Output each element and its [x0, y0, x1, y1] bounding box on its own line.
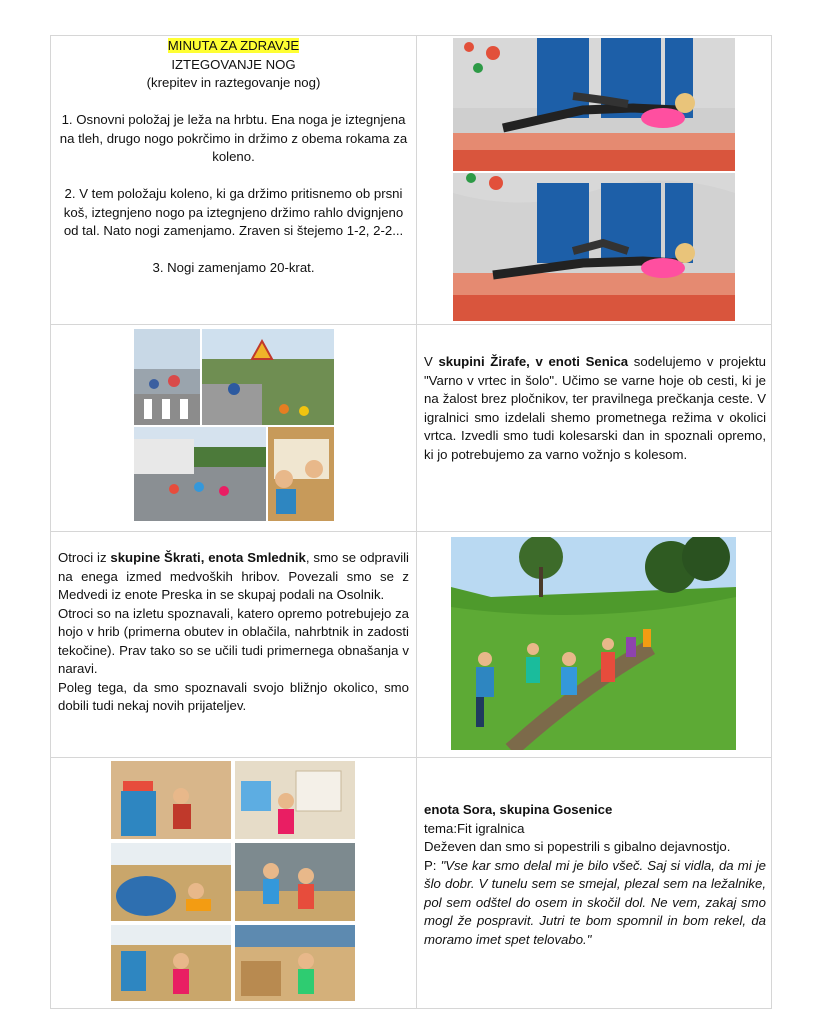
gosenice-quote: "Vse kar smo delal mi je bilo všeč. Saj si vidla, da mi je šlo dobr. V tunelu sem se smejal, plezal sem na ležalnike, pol sem odštel do osem in skočil dol. Ne vem, zakaj smo mogl že pospravit. Jutri te bom spomnil in bom rekel, da moramo imet spet telovabo." [424, 857, 766, 947]
traffic-collage-image [134, 329, 334, 521]
row-divider-1 [51, 324, 771, 325]
exercise-subtitle: IZTEGOVANJE NOG [171, 56, 296, 72]
row-divider-3 [51, 757, 771, 758]
skrati-paragraph-3: Poleg tega, da smo spoznavali svojo bližnjo okolico, smo dobili tudi nekaj novih prijateljev. [58, 679, 409, 713]
hiking-photo [451, 537, 736, 750]
gosenice-theme: tema:Fit igralnica [424, 820, 525, 836]
skrati-paragraph-1 [58, 549, 409, 605]
exercise-step-1: 1. Osnovni položaj je leža na hrbtu. Ena noga je iztegnjena na tleh, drugo nogo pokrčimo in držimo z obema rokama za koleno. [59, 112, 408, 164]
exercise-photo-1-image [453, 38, 735, 171]
hiking-photo-image [451, 537, 736, 750]
skrati-paragraph-body: , smo se odpravili na enega izmed medvoških hribov. Povezali smo se z Medvedi iz enote Preska in se skupaj podali na Osolnik. [58, 550, 409, 602]
zirafe-text [424, 353, 766, 464]
row-divider-2 [51, 531, 771, 532]
zirafe-paragraph-lead: V [424, 354, 439, 369]
skrati-text [58, 549, 409, 716]
exercise-photo-1 [453, 38, 735, 171]
gym-collage-image [111, 761, 355, 1001]
skrati-paragraph-2: Otroci so na izletu spoznavali, katero opremo potrebujejo za hojo v hrib (primerna obutev in oblačila, nahrbtnik in zadosti tekočine). Prav tako so se učili tudi primernega obnašanja v naravi. [58, 605, 409, 676]
exercise-step-2: 2. V tem položaju koleno, ki ga držimo pritisnemo ob prsni koš, iztegnjeno nogo pa iztegnjeno držimo rahlo dvignjeno od tal. Nato nogi zamenjamo. Zraven si štejemo 1-2, 2-2... [63, 186, 404, 238]
exercise-photo-2 [453, 173, 735, 321]
column-divider [416, 36, 417, 1008]
exercise-title: MINUTA ZA ZDRAVJE [167, 38, 300, 53]
exercise-photo-2-image [453, 173, 735, 321]
gosenice-text [424, 801, 766, 949]
zirafe-group-name: skupini Žirafe, v enoti Senica [438, 354, 629, 369]
gym-collage [111, 761, 355, 1001]
gosenice-quote-label: P: [424, 857, 441, 873]
exercise-subtitle-2: (krepitev in raztegovanje nog) [146, 75, 321, 90]
zirafe-paragraph-body: sodelujemo v projektu "Varno v vrtec in šolo". Učimo se varne hoje ob cesti, ki je na žalost brez pločnikov, ter pravilnega prečkanja ceste. V igralnici smo izdelali shemo prometnega režima v okolici vrtca. Izvedli smo tudi kolesarski dan in spoznali opremo, ki jo potrebujemo za varno vožnjo s kolesom. [424, 354, 767, 462]
skrati-group-name: skupine Škrati, enota Smlednik [110, 550, 306, 565]
exercise-step-3: 3. Nogi zamenjamo 20-krat. [152, 260, 315, 275]
skrati-paragraph-lead: Otroci iz [58, 550, 111, 565]
gosenice-heading: enota Sora, skupina Gosenice [424, 802, 613, 817]
gosenice-line: Deževen dan smo si popestrili s gibalno dejavnostjo. [424, 839, 731, 854]
zirafe-paragraph [424, 353, 766, 464]
content-table [50, 35, 772, 1009]
gosenice-quote-paragraph [424, 857, 766, 950]
traffic-collage [134, 329, 334, 521]
exercise-text [57, 37, 410, 278]
